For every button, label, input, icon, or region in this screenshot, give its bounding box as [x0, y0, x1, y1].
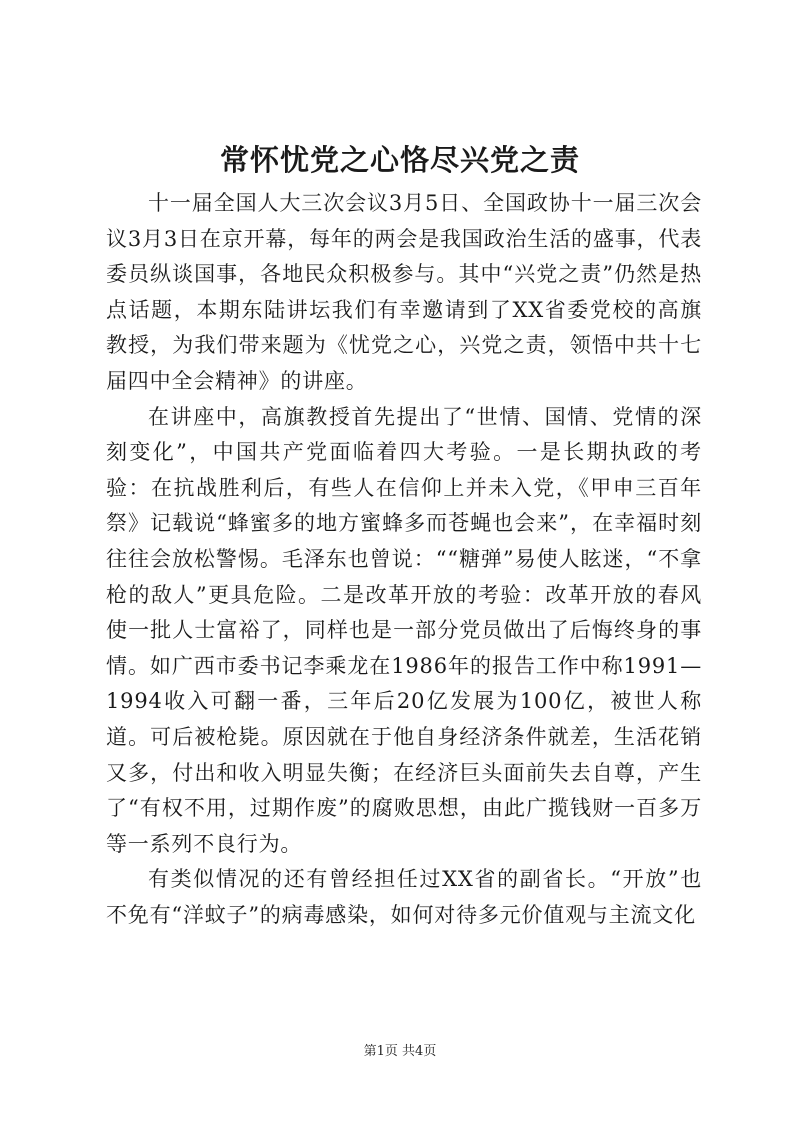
page-title: 常怀忧党之心恪尽兴党之责 [219, 143, 580, 177]
paragraph-1: 十一届全国人大三次会议3月5日、全国政协十一届三次会议3月3日在京开幕，每年的两会是我国政治生活的盛事，代表委员纵谈国事，各地民众积极参与。其中“兴党之责”仍然是热点话题，本期东陆讲坛我们有幸邀请到了XX省委党校的高旗教授，为我们带来题为《忧党之心，兴党之责，领悟中共十七届四中全会精神》的讲座。 [106, 191, 702, 393]
paragraph-2: 在讲座中，高旗教授首先提出了“世情、国情、党情的深刻变化”，中国共产党面临着四大考验。一是长期执政的考验：在抗战胜利后，有些人在信仰上并未入党，《甲申三百年祭》记载说“蜂蜜多的地方蜜蜂多而苍蝇也会来”，在幸福时刻往往会放松警惕。毛泽东也曾说：““糖弹”易使人眩迷，“不拿枪的敌人”更具危险。二是改革开放的考验：改革开放的春风使一批人士富裕了，同样也是一部分党员做出了后悔终身的事情。如广西市委书记李乘龙在1986年的报告工作中称1991—1994收入可翻一番，三年后20亿发展为100亿，被世人称道。可后被枪毙。原因就在于他自身经济条件就差，生活花销又多，付出和收入明显失衡；在经济巨头面前失去自尊，产生了“有权不用，过期作废”的腐败思想，由此广揽钱财一百多万等一系列不良行为。 [106, 404, 702, 856]
document-body [106, 186, 702, 933]
paragraph-3: 有类似情况的还有曾经担任过XX省的副省长。“开放”也不免有“洋蚊子”的病毒感染，如何对待多元价值观与主流文化 [106, 867, 702, 927]
page-footer: 第1页 共4页 [363, 1044, 437, 1059]
